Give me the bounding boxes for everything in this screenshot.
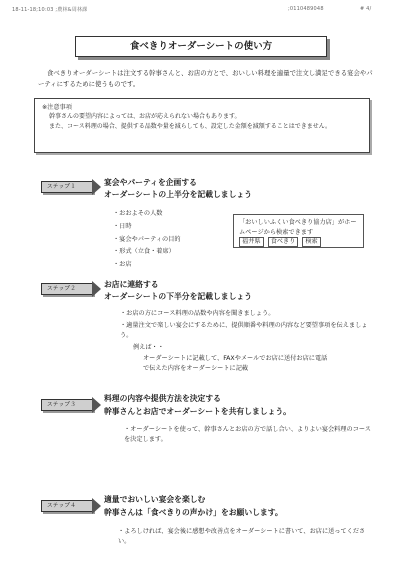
page-title: 食べきりオーダーシートの使い方 [75, 36, 327, 57]
notice-box [34, 98, 370, 153]
fax-header-number: ;0110489048 [288, 6, 324, 12]
step3-subheading: 幹事さんとお店でオーダーシートを共有しましょう。 [104, 407, 291, 416]
step2-item: ・適量注文で楽しい宴会にするために、提供順番や料理の内容など要望事項を伝えましょう。 [120, 322, 368, 339]
step4-heading: 適量でおいしい宴会を楽しむ [104, 495, 206, 504]
fax-header-left: 18-11-18;10:03 ;農林&周林課 [12, 7, 88, 13]
search-keyword: 福井県 [239, 237, 264, 247]
step1-subheading: オーダーシートの上半分を記載しましょう [104, 190, 252, 199]
step1-heading: 宴会やパーティを企画する [104, 178, 197, 187]
step2-item: ・お店の方にコース料理の品数や内容を聞きましょう。 [120, 310, 275, 317]
step1-item: ・宴会やパーティの目的 [113, 236, 181, 243]
search-keyword: 食べきり [268, 237, 299, 247]
step1-item: ・おおよその人数 [113, 210, 163, 217]
store-search-text: 「おいしいふくい食べきり協力店」がホームページから検索できます [239, 219, 357, 236]
step3-badge: ステップ３ [41, 399, 93, 411]
step3-heading: 料理の内容や提供方法を決定する [104, 394, 221, 403]
step2-subheading: オーダーシートの下半分を記載しましょう [104, 292, 252, 301]
step2-badge: ステップ２ [41, 283, 93, 295]
step4-item: ・よろしければ、宴会後に感想や改善点をオーダーシートに書いて、お店に送ってください。 [118, 528, 366, 545]
step1-item: ・お店 [113, 261, 132, 268]
step3-item: ・オーダーシートを使って、幹事さんとお店の方で話し合い、よりよい宴会料理のコースを決定します。 [124, 426, 371, 443]
step1-item: ・形式（立食・着席） [113, 248, 175, 255]
search-button-label: 検索 [302, 237, 320, 247]
step4-subheading: 幹事さんは「食べきりの声かけ」をお願いします。 [104, 508, 283, 517]
step2-example-label: 例えば・・ [133, 344, 164, 351]
step2-heading: お店に連絡する [104, 280, 159, 289]
step4-badge: ステップ４ [41, 500, 93, 512]
notice-title: ※注意事項 [42, 104, 72, 111]
step1-badge: ステップ１ [41, 181, 93, 193]
store-search-info [233, 214, 364, 248]
intro-text: 食べきりオーダーシートは注文する幹事さんと、お店の方とで、おいしい料理を適量で注文し満足できる宴会やパーティにするために使うものです。 [38, 69, 373, 88]
notice-line-2: また、コース料理の場合、提供する品数や量を減らしても、設定した金額を減額することはできません。 [49, 123, 332, 130]
step2-example-text: オーダーシートに記載して、FAXやメールでお店に送付お店に電話で伝えた内容をオーダーシートに記載 [143, 355, 328, 372]
fax-header-page: # 4/ [360, 6, 372, 12]
step1-item: ・日時 [113, 223, 132, 230]
notice-line-1: 幹事さんの要望内容によっては、お店が応えられない場合もあります。 [49, 113, 241, 120]
